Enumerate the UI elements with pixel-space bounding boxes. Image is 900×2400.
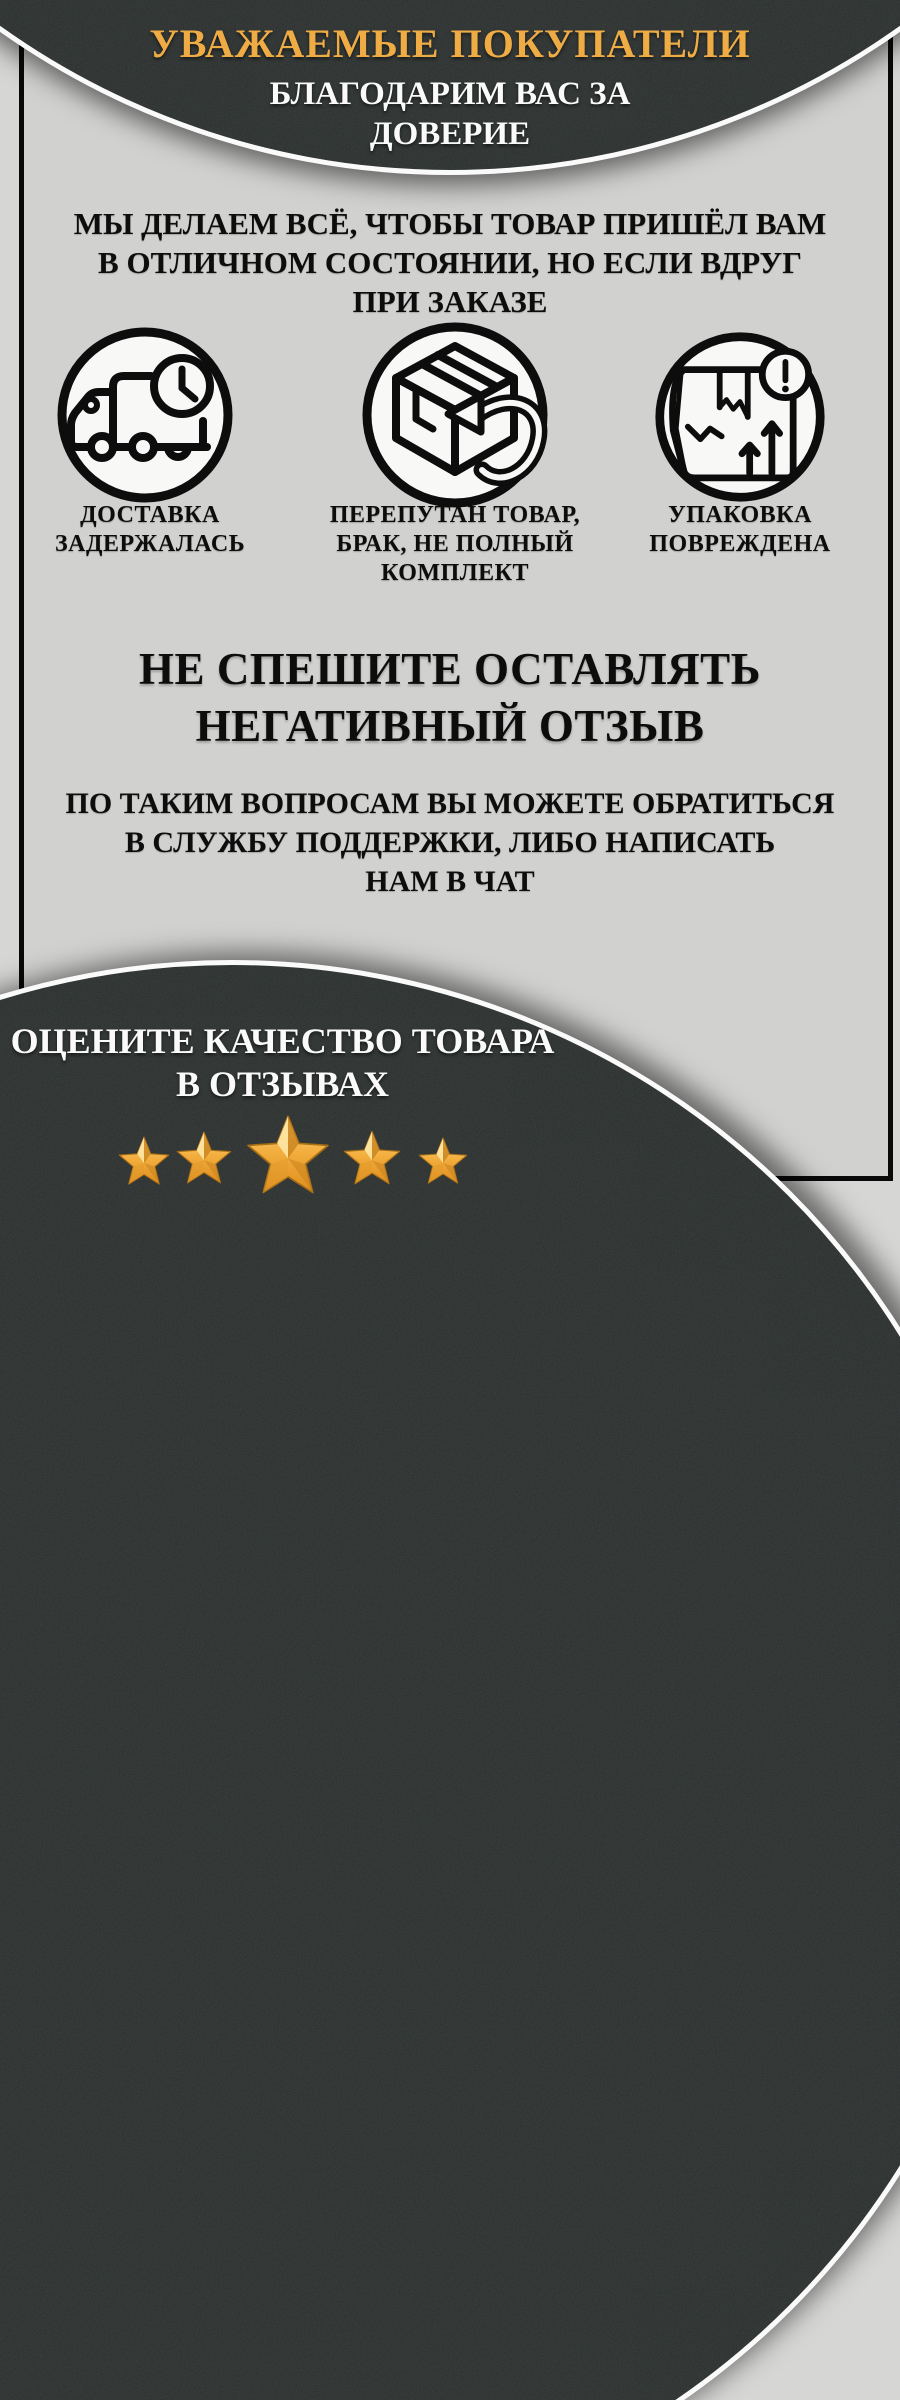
warning-heading — [0, 641, 900, 755]
intro-line2: В ОТЛИЧНОМ СОСТОЯНИИ, НО ЕСЛИ ВДРУГ — [98, 245, 802, 280]
star-icon — [118, 1136, 170, 1186]
damaged-package-icon — [653, 330, 827, 504]
issue-label-line: ДОСТАВКА — [80, 502, 220, 528]
support-line1: ПО ТАКИМ ВОПРОСАМ ВЫ МОЖЕТЕ ОБРАТИТЬСЯ — [65, 787, 835, 820]
support-line2: В СЛУЖБУ ПОДДЕРЖКИ, ЛИБО НАПИСАТЬ — [124, 826, 776, 859]
star-icon — [418, 1137, 468, 1185]
warning-line1: НЕ СПЕШИТЕ ОСТАВЛЯТЬ — [139, 644, 761, 694]
issue-label-line: БРАК, НЕ ПОЛНЫЙ — [336, 531, 574, 557]
delivery-truck-clock-icon — [55, 325, 235, 505]
issue-label-line: КОМПЛЕКТ — [380, 560, 530, 586]
footer-line2: В ОТЗЫВАХ — [175, 1064, 390, 1104]
issue-label-line: УПАКОВКА — [668, 502, 812, 528]
intro-line3: ПРИ ЗАКАЗЕ — [352, 284, 548, 319]
issue-label-wrong-item — [320, 501, 590, 588]
warning-line2: НЕГАТИВНЫЙ ОТЗЫВ — [195, 701, 705, 751]
star-icon — [246, 1114, 330, 1196]
support-text — [0, 784, 900, 901]
header-subtitle — [0, 74, 900, 154]
footer-title — [10, 1020, 555, 1106]
issue-label-damaged — [625, 501, 855, 559]
star-icon — [176, 1131, 232, 1185]
box-return-arrow-icon — [360, 320, 550, 510]
support-line3: НАМ В ЧАТ — [365, 865, 535, 898]
intro-text — [0, 204, 900, 321]
issue-label-line: ПЕРЕПУТАН ТОВАР, — [329, 502, 581, 528]
star-icon — [343, 1130, 401, 1186]
issue-label-line: ЗАДЕРЖАЛАСЬ — [54, 531, 246, 557]
footer-line1: ОЦЕНИТЕ КАЧЕСТВО ТОВАРА — [10, 1021, 555, 1061]
intro-line1: МЫ ДЕЛАЕМ ВСЁ, ЧТОБЫ ТОВАР ПРИШЁЛ ВАМ — [73, 206, 827, 241]
header-subtitle-line2: ДОВЕРИЕ — [369, 116, 531, 152]
header-subtitle-line1: БЛАГОДАРИМ ВАС ЗА — [269, 76, 631, 112]
page-title: УВАЖАЕМЫЕ ПОКУПАТЕЛИ — [149, 21, 751, 66]
issue-label-line: ПОВРЕЖДЕНА — [649, 531, 831, 557]
issue-label-delivery — [35, 501, 265, 559]
